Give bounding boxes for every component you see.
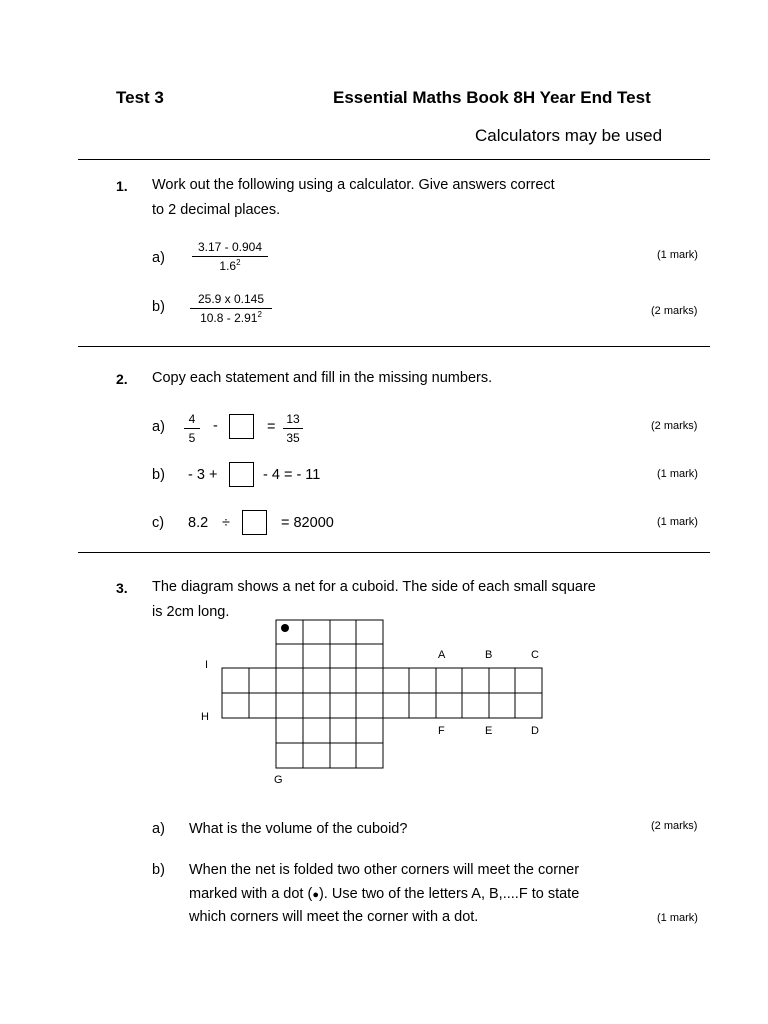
- q2a-marks: (2 marks): [651, 420, 698, 432]
- q1-text-line2: to 2 decimal places.: [152, 202, 281, 218]
- q3b-line3: which corners will meet the corner with a dot.: [189, 909, 479, 925]
- q2a-minus: -: [213, 418, 218, 434]
- net-label-a: A: [438, 649, 446, 661]
- q2b-marks: (1 mark): [657, 468, 698, 480]
- q1a-label: a): [152, 250, 165, 266]
- q2b-suffix: - 4 = - 11: [263, 467, 321, 483]
- q1b-label: b): [152, 299, 165, 315]
- q2c-suffix: = 82000: [281, 515, 334, 531]
- q3a-label: a): [152, 821, 165, 837]
- q2c-prefix: 8.2: [188, 515, 209, 531]
- q2b-label: b): [152, 467, 165, 483]
- q1a-marks: (1 mark): [657, 249, 698, 261]
- q2-text: Copy each statement and fill in the missing numbers.: [152, 370, 493, 386]
- q1-text-line1: Work out the following using a calculator. Give answers correct: [152, 177, 555, 193]
- q1a-numerator: 3.17 - 0.904: [197, 240, 263, 254]
- net-dot-corner: [281, 624, 289, 632]
- net-grid: [222, 620, 542, 768]
- q1b-numerator: 25.9 x 0.145: [197, 292, 265, 306]
- q3b-marks: (1 mark): [657, 912, 698, 924]
- q3a-marks: (2 marks): [651, 820, 698, 832]
- calculator-note: Calculators may be used: [475, 126, 663, 145]
- test-label: Test 3: [116, 88, 164, 107]
- q1b-marks: (2 marks): [651, 305, 698, 317]
- net-label-b: B: [485, 649, 493, 661]
- net-label-c: C: [531, 649, 539, 661]
- q1b-denominator: 10.8 - 2.91$^2$: [200, 310, 262, 325]
- q3a-text: What is the volume of the cuboid?: [189, 821, 408, 837]
- q2b-prefix: - 3 +: [188, 467, 218, 483]
- q2c-marks: (1 mark): [657, 516, 698, 528]
- q2c-divide: ÷: [222, 515, 230, 531]
- net-label-f: F: [438, 725, 445, 737]
- q1a-denominator: $1.6^2$: [219, 258, 241, 273]
- q3b-label: b): [152, 862, 165, 878]
- q3-text-line2: is 2cm long.: [152, 604, 230, 620]
- q3-number: 3.: [116, 580, 128, 596]
- net-label-e: E: [485, 725, 493, 737]
- net-label-g: G: [274, 774, 283, 786]
- net-label-i: I: [205, 659, 209, 671]
- q3b-line2: marked with a dot (●). Use two of the letters A, B,....F to state: [189, 886, 580, 902]
- q1-number: 1.: [116, 178, 128, 194]
- net-label-h: H: [201, 711, 209, 723]
- q2c-label: c): [152, 515, 165, 531]
- q2a-fraction-right: 13 35: [283, 412, 303, 445]
- q3-text-line1: The diagram shows a net for a cuboid. The side of each small square: [152, 579, 596, 595]
- q2a-label: a): [152, 419, 165, 435]
- page-title: Essential Maths Book 8H Year End Test: [333, 88, 651, 107]
- q2-number: 2.: [116, 371, 128, 387]
- q2a-fraction-left: 4 5: [184, 412, 200, 445]
- q3b-line1: When the net is folded two other corners will meet the corner: [189, 862, 580, 878]
- net-label-d: D: [531, 725, 539, 737]
- dot-symbol-icon: ●: [312, 889, 319, 901]
- q2a-equals: =: [267, 419, 276, 435]
